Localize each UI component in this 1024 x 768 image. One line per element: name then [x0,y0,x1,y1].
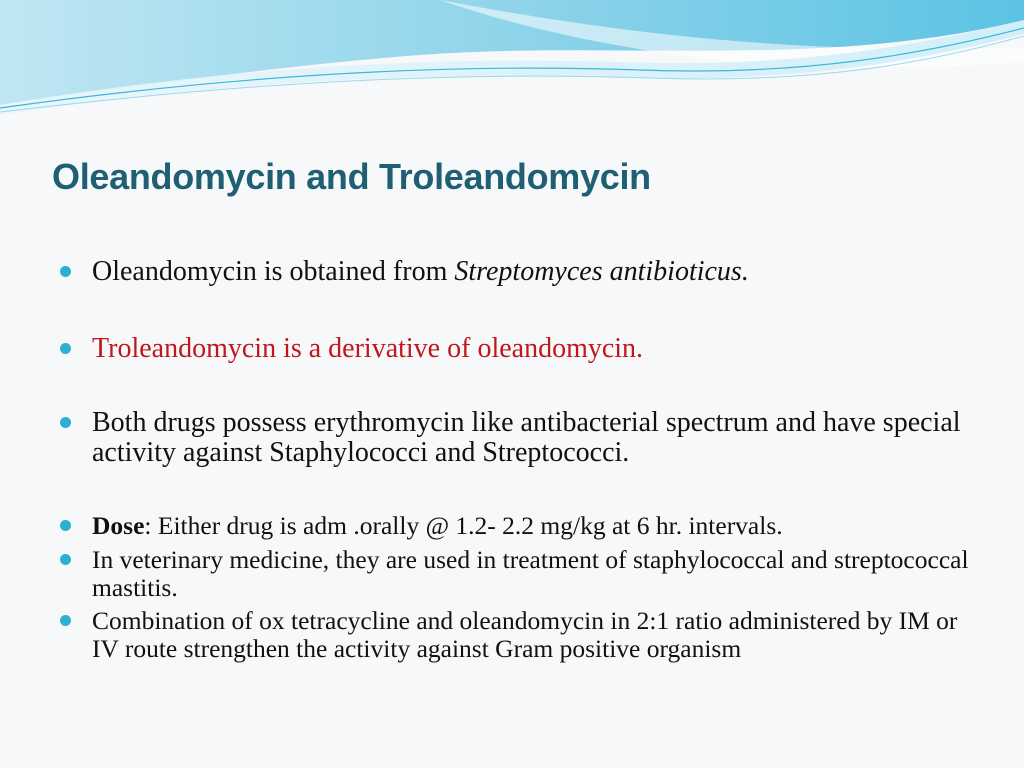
slide-title: Oleandomycin and Troleandomycin [52,156,651,197]
bullet-item [60,512,990,540]
bullet-text-bold: Dose [92,511,145,540]
bullet-item [60,607,990,663]
bullet-text: In veterinary medicine, they are used in treatment of staphylococcal and streptococcal mastitis. [92,545,969,602]
bullet-item [60,257,990,287]
bullet-dot-icon [60,266,71,277]
bullet-text [92,257,990,287]
bullet-text-plain: : Either drug is adm .orally @ 1.2- 2.2 mg/kg at 6 hr. intervals. [144,511,783,540]
bullet-dot-icon [60,554,71,565]
bullet-item [60,334,990,364]
bullet-dot-icon [60,520,71,531]
bullet-text: Combination of ox tetracycline and oleandomycin in 2:1 ratio administered by IM or IV route strengthen the activity against Gram positive organism [92,606,958,663]
bullet-text: Both drugs possess erythromycin like antibacterial spectrum and have special activity against Staphylococci and Streptococci. [92,407,961,468]
bullet-text-italic: Streptomyces antibioticus. [454,256,749,287]
bullet-item [60,546,990,602]
bullet-dot-icon [60,417,71,428]
header-wave-decoration [0,0,1024,120]
bullet-text [92,512,990,540]
bullet-text: Troleandomycin is a derivative of oleandomycin. [92,333,644,364]
bullet-dot-icon [60,343,71,354]
bullet-item [60,408,990,468]
bullet-text-plain: Oleandomycin is obtained from [92,256,455,287]
bullet-dot-icon [60,615,71,626]
